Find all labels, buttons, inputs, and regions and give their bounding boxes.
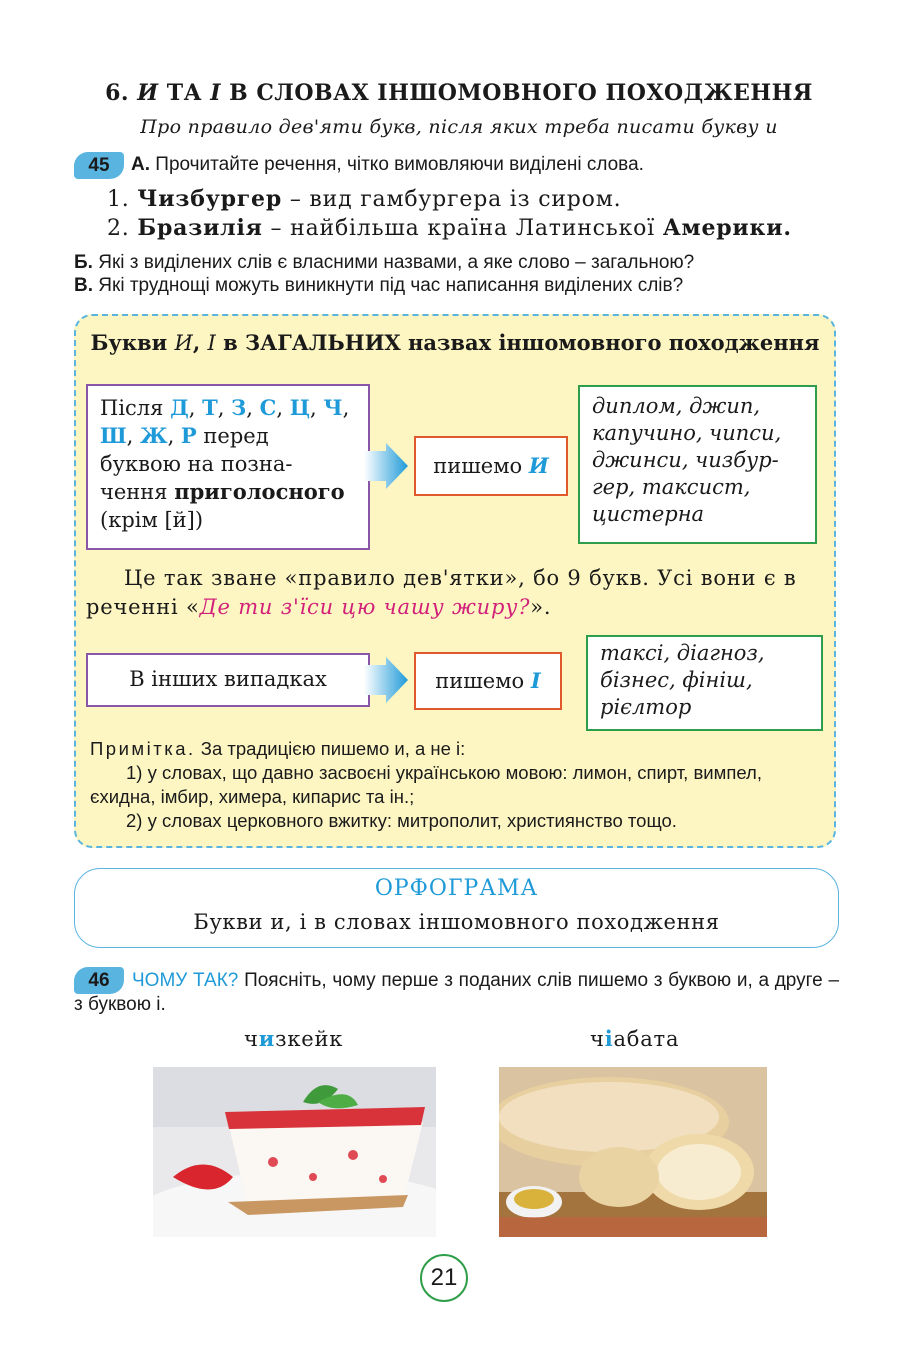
examples-i-box: таксі, діагноз, бізнес, фініш, рієлтор (586, 635, 823, 731)
exercise-number-46: 46 (74, 967, 124, 994)
word-ciabatta: чіабата (590, 1026, 680, 1051)
page-number: 21 (420, 1254, 468, 1302)
write-i-box: пишемо І (414, 652, 562, 710)
sentence-2: 2. Бразилія – найбільша країна Латинської Америки. (107, 215, 792, 241)
title-letter-y: И (137, 80, 159, 106)
exercise-46-task: ЧОМУ ТАК? Поясніть, чому перше з поданих слів пишемо з буквою и, а друге – з буквою і. (74, 970, 840, 1015)
orthogram-title: ОРФОГРАМА (374, 876, 539, 901)
rule-heading: Букви И, І в ЗАГАЛЬНИХ назвах іншомовного походження (90, 330, 820, 355)
question-c: В. Які труднощі можуть виникнути під час написання виділених слів? (74, 275, 684, 296)
examples-y-box: диплом, джип, капучино, чипси, джинси, чизбур-гер, таксист, цистерна (578, 385, 817, 544)
lesson-subtitle: Про правило дев'яти букв, після яких треба писати букву и (140, 116, 778, 138)
note-item-2: 2) у словах церковного вжитку: митрополит, християнство тощо. (126, 810, 677, 831)
note-item-1: 1) у словах, що давно засвоєні українською мовою: лимон, спирт, вимпел, єхидна, імбир, химера, кипарис та ін.; (90, 762, 762, 807)
lesson-title: 6. И ТА І В СЛОВАХ ІНШОМОВНОГО ПОХОДЖЕННЯ (105, 80, 813, 106)
word-cheesecake: чизкейк (244, 1026, 344, 1051)
arrow-right-icon (364, 443, 410, 489)
cheesecake-photo (153, 1067, 436, 1237)
condition-other-box: В інших випадках (86, 653, 370, 707)
exercise-45-task: А. Прочитайте речення, чітко вимовляючи виділені слова. (131, 154, 644, 175)
ciabatta-photo (499, 1067, 767, 1237)
write-y-box: пишемо И (414, 436, 568, 496)
rule-note: Примітка. За традицією пишемо и, а не і: 1) у словах, що давно засвоєні українською мовою: лимон, спирт, вимпел, єхидна, імбир, химера, кипарис та ін.; 2) у словах церковного вжитку: митрополит, християнство тощо. (90, 737, 830, 833)
sentence-1: 1. Чизбургер – вид гамбургера із сиром. (107, 186, 622, 212)
arrow-right-icon (364, 657, 410, 703)
exercise-number-45: 45 (74, 152, 124, 179)
rule-of-nine: Це так зване «правило дев'ятки», бо 9 букв. Усі вони є в реченні «Де ти з'їси цю чашу жиру?». (86, 566, 797, 619)
condition-consonant-box: Після Д, Т, З, С, Ц, Ч, Ш, Ж, Р перед буквою на позна-чення приголосного (крім [й]) (86, 384, 370, 550)
title-letter-i: І (210, 80, 221, 106)
question-b: Б. Які з виділених слів є власними назвами, а яке слово – загальною? (74, 252, 695, 273)
orthogram-text: Букви и, і в словах іншомовного походження (193, 910, 720, 934)
